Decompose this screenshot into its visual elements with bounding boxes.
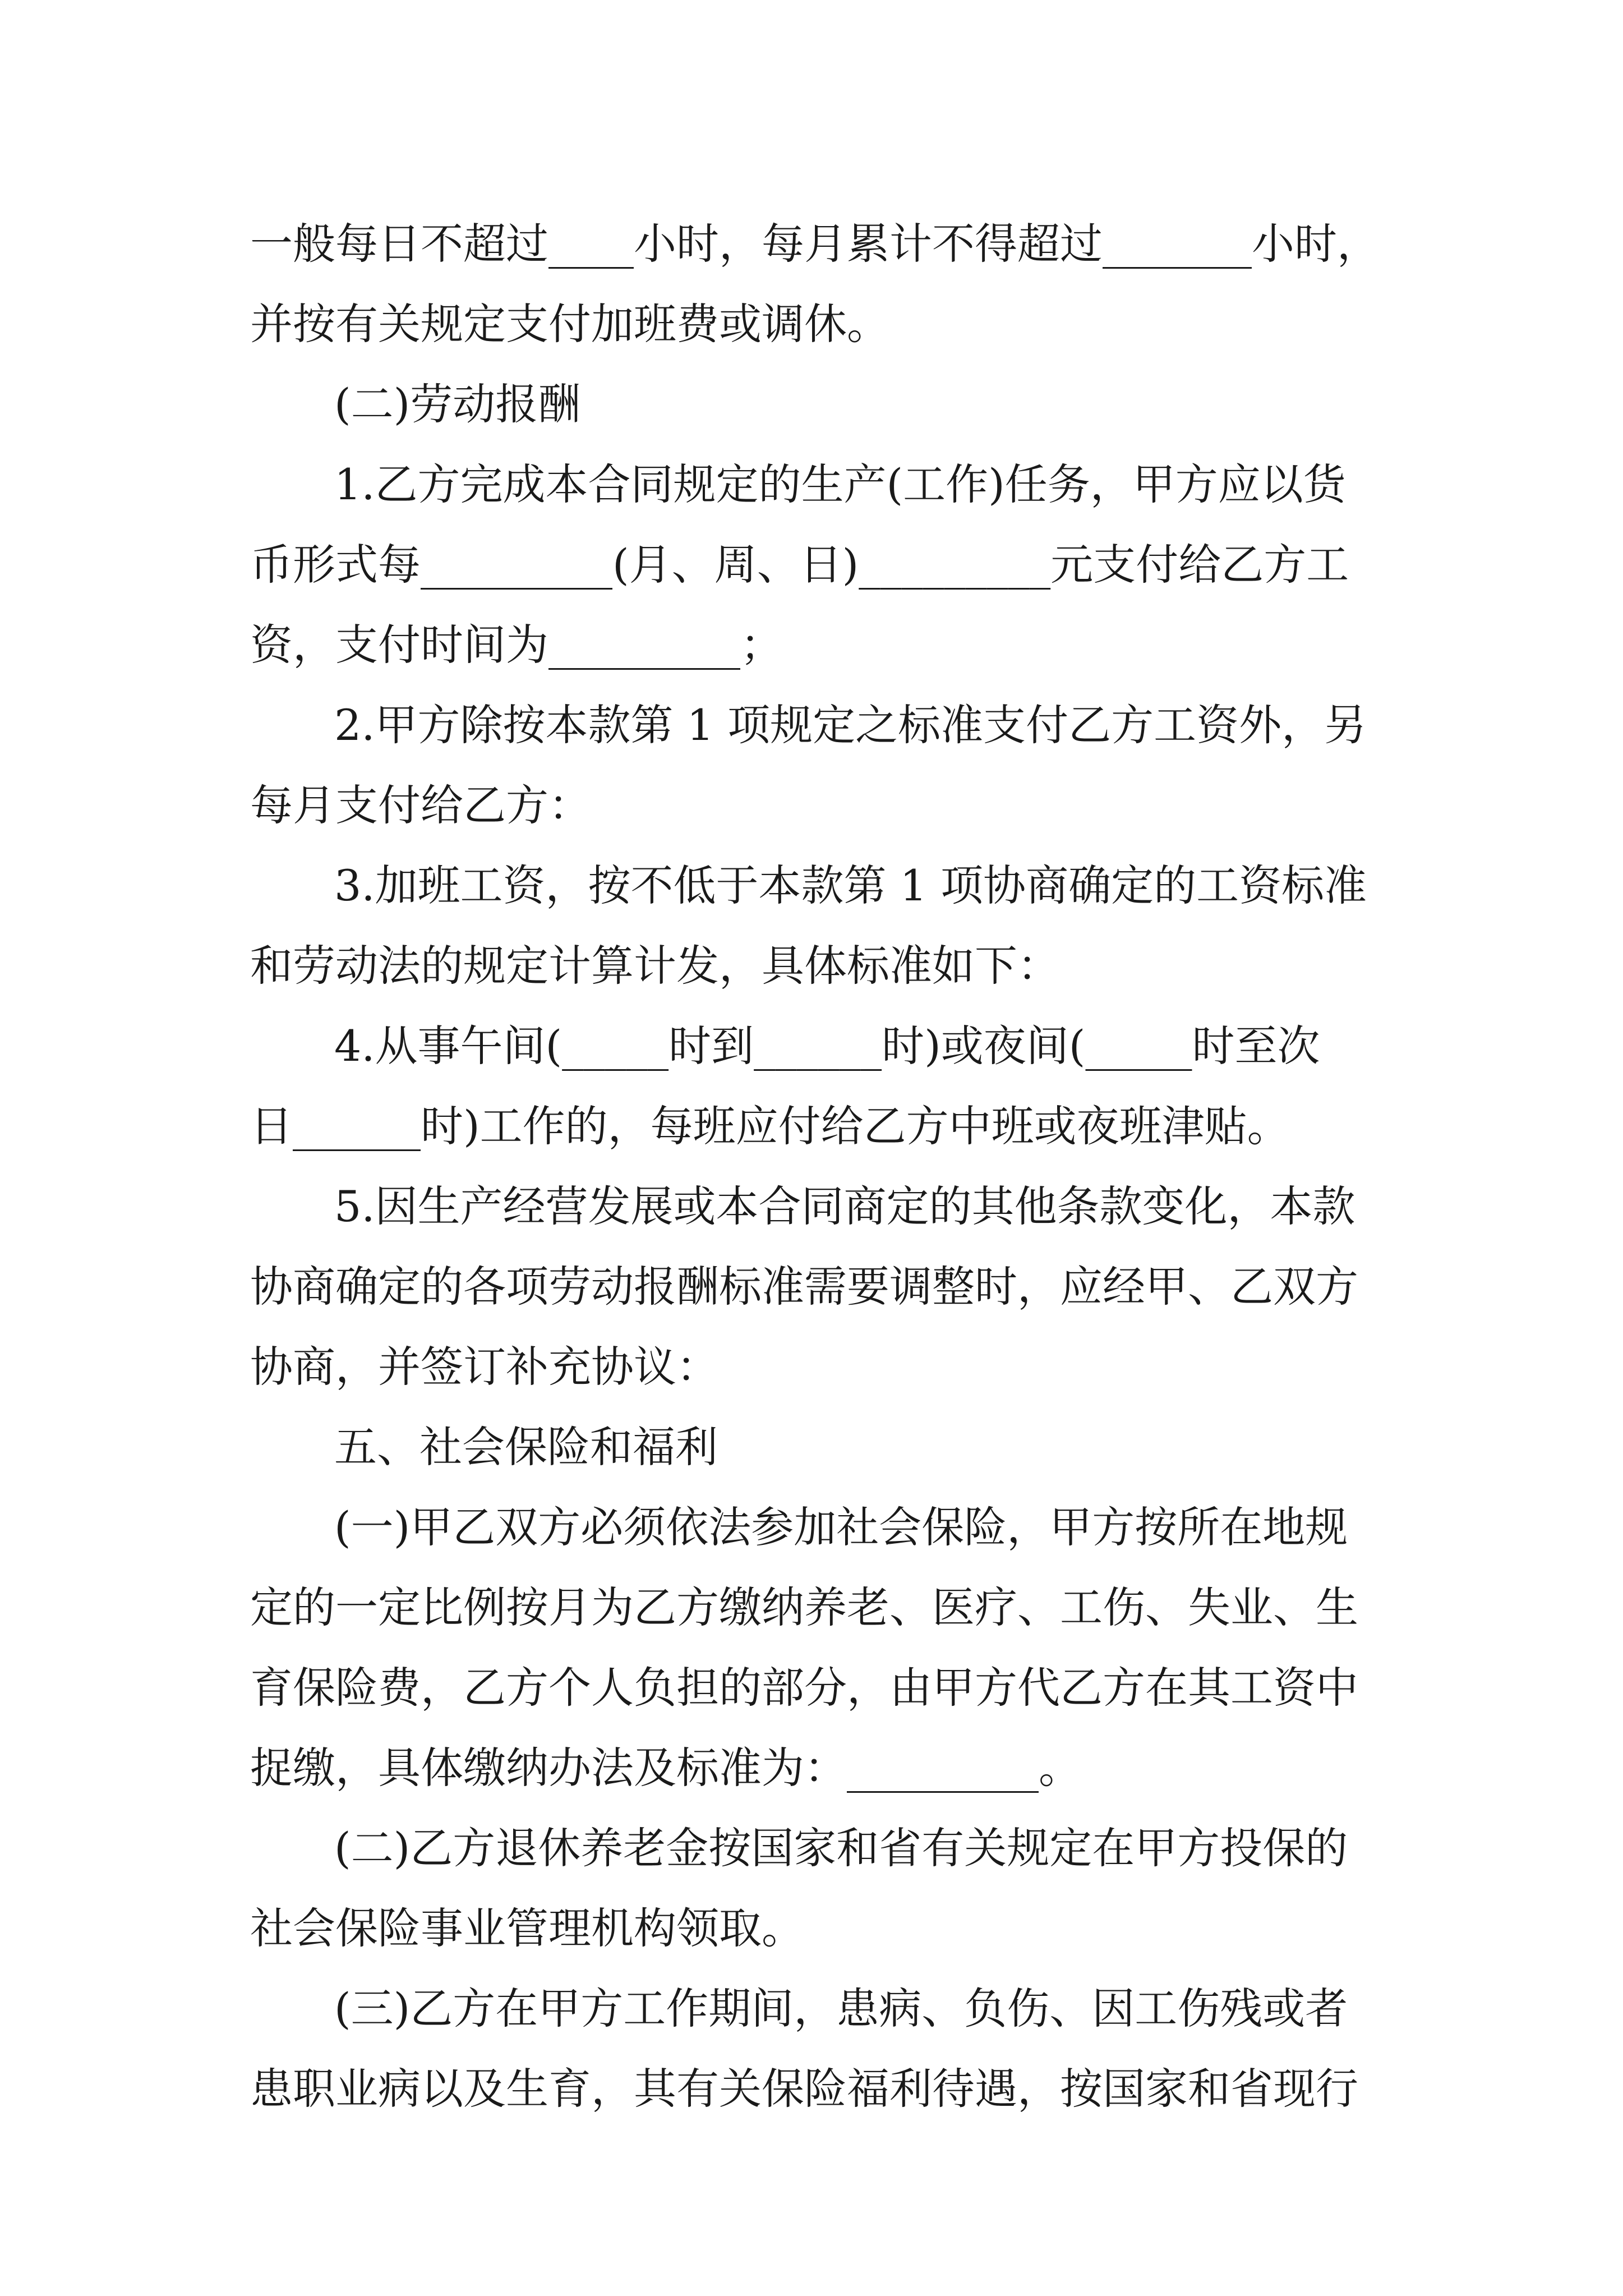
section-heading: (二)劳动报酬 — [334, 379, 581, 429]
text-line: 和劳动法的规定计算计发，具体标准如下： — [250, 941, 1060, 991]
section-heading: 五、社会保险和福利 — [334, 1422, 718, 1472]
text-line: (三)乙方在甲方工作期间，患病、负伤、因工伤残或者 — [334, 1984, 1348, 2033]
text-line: 每月支付给乙方： — [250, 780, 591, 830]
text-line: 日______时)工作的，每班应付给乙方中班或夜班津贴。 — [250, 1101, 1290, 1151]
text-line: 一般每日不超过____小时，每月累计不得超过_______小时， — [250, 219, 1380, 269]
text-line: 患职业病以及生育，其有关保险福利待遇，按国家和省现行 — [250, 2064, 1358, 2114]
text-line: 3.加班工资，按不低于本款第 1 项协商确定的工资标准 — [334, 861, 1367, 910]
text-line: 协商确定的各项劳动报酬标准需要调整时，应经甲、乙双方 — [250, 1262, 1358, 1312]
text-line: 5.因生产经营发展或本合同商定的其他条款变化，本款 — [334, 1181, 1355, 1231]
text-line: 社会保险事业管理机构领取。 — [250, 1903, 804, 1953]
text-line: 2.甲方除按本款第 1 项规定之标准支付乙方工资外，另 — [334, 700, 1367, 750]
text-line: (二)乙方退休养老金按国家和省有关规定在甲方投保的 — [334, 1823, 1348, 1873]
text-line: 定的一定比例按月为乙方缴纳养老、医疗、工伤、失业、生 — [250, 1582, 1358, 1632]
text-line: 协商，并签订补充协议： — [250, 1342, 719, 1392]
text-line: 育保险费，乙方个人负担的部分，由甲方代乙方在其工资中 — [250, 1663, 1358, 1713]
text-line: 4.从事午间(_____时到______时)或夜间(_____时至次 — [334, 1021, 1320, 1071]
text-line: (一)甲乙双方必须依法参加社会保险，甲方按所在地规 — [334, 1502, 1348, 1552]
text-line: 1.乙方完成本合同规定的生产(工作)任务，甲方应以货 — [334, 459, 1346, 509]
text-line: 捉缴，具体缴纳办法及标准为：_________。 — [250, 1743, 1081, 1793]
text-line: 资，支付时间为_________； — [250, 620, 783, 670]
text-line: 并按有关规定支付加班费或调休。 — [250, 299, 889, 349]
text-line: 币形式每_________(月、周、日)_________元支付给乙方工 — [250, 540, 1349, 590]
